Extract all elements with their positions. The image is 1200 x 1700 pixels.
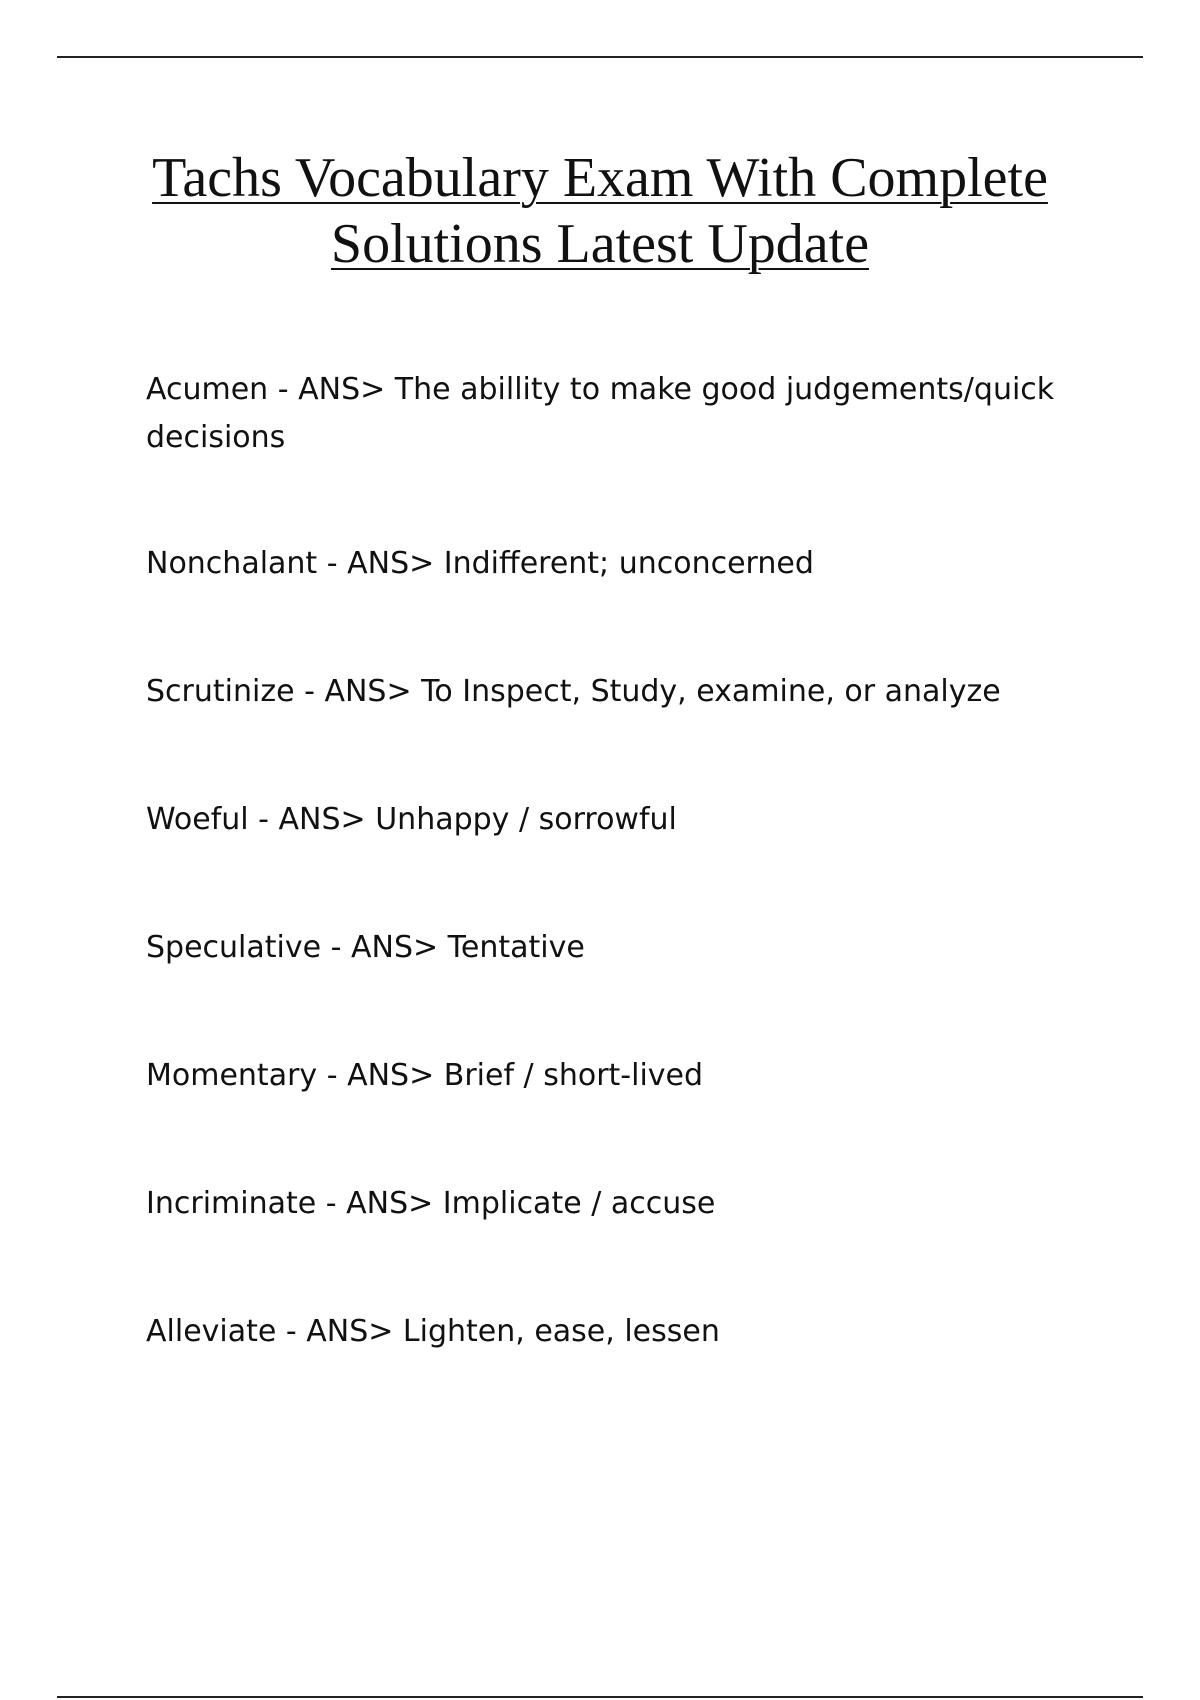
answer-separator: - ANS> bbox=[316, 1186, 443, 1221]
vocab-definition: Indifferent; unconcerned bbox=[443, 546, 814, 581]
vocab-entry bbox=[146, 366, 1076, 462]
vocab-entry bbox=[146, 924, 1076, 972]
vocab-definition: Implicate / accuse bbox=[442, 1186, 716, 1221]
vocab-term: Nonchalant bbox=[146, 546, 318, 581]
vocab-entry bbox=[146, 796, 1076, 844]
answer-separator: - ANS> bbox=[268, 372, 395, 407]
vocab-term: Woeful bbox=[146, 802, 249, 837]
vocab-entry bbox=[146, 1052, 1076, 1100]
answer-separator: - ANS> bbox=[248, 802, 376, 837]
answer-separator: - ANS> bbox=[317, 1058, 444, 1093]
vocabulary-list bbox=[146, 366, 1076, 1436]
answer-separator: - ANS> bbox=[321, 930, 448, 965]
bottom-divider bbox=[57, 1696, 1143, 1698]
answer-separator: - ANS> bbox=[317, 546, 444, 581]
answer-separator: - ANS> bbox=[276, 1314, 403, 1349]
vocab-term: Scrutinize bbox=[146, 674, 295, 709]
vocab-term: Momentary bbox=[146, 1058, 318, 1093]
vocab-definition: The abillity to make good judgements/quick decisions bbox=[146, 372, 1055, 455]
document-title: Tachs Vocabulary Exam With Complete Solutions Latest Update bbox=[152, 147, 1048, 275]
vocab-entry bbox=[146, 668, 1076, 716]
answer-separator: - ANS> bbox=[294, 674, 422, 709]
vocab-definition: Lighten, ease, lessen bbox=[402, 1314, 720, 1349]
vocab-definition: Brief / short-lived bbox=[443, 1058, 704, 1093]
vocab-entry bbox=[146, 1308, 1076, 1356]
vocab-term: Speculative bbox=[146, 930, 322, 965]
vocab-definition: To Inspect, Study, examine, or analyze bbox=[421, 674, 1001, 709]
vocab-term: Acumen bbox=[146, 372, 269, 407]
vocab-term: Incriminate bbox=[146, 1186, 317, 1221]
vocab-entry bbox=[146, 1180, 1076, 1228]
vocab-entry bbox=[146, 540, 1076, 588]
vocab-definition: Unhappy / sorrowful bbox=[375, 802, 677, 837]
vocab-definition: Tentative bbox=[447, 930, 585, 965]
top-divider bbox=[57, 56, 1143, 58]
vocab-term: Alleviate bbox=[146, 1314, 277, 1349]
